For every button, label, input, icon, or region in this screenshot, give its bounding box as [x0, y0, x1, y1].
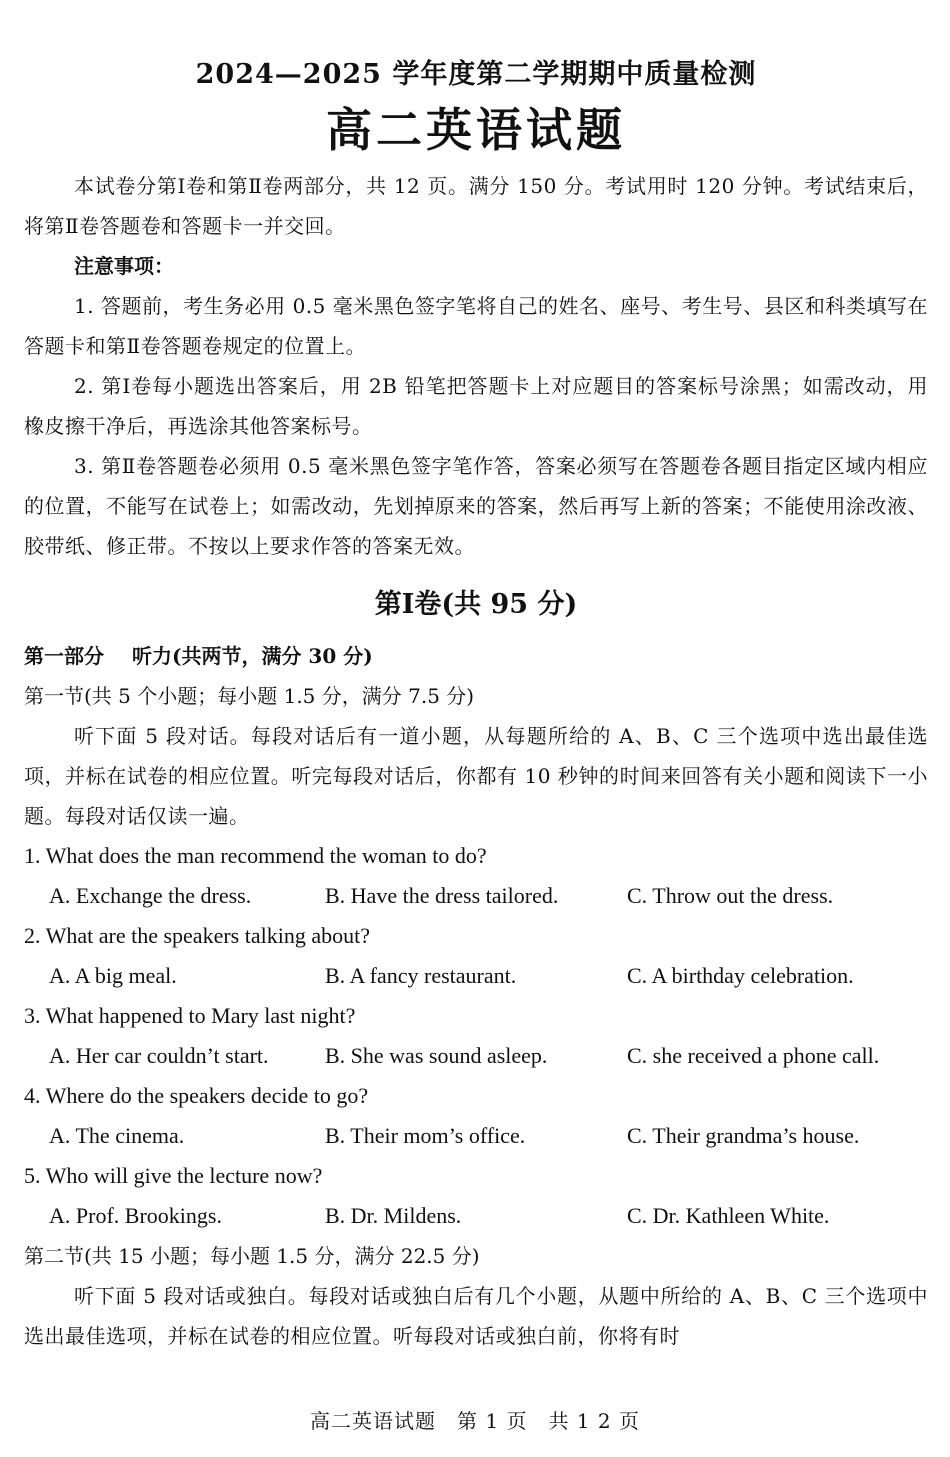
part-1-title	[24, 636, 928, 676]
question-4-option-a: A. The cinema.	[49, 1123, 185, 1148]
page-footer: 高二英语试题 第 1 页 共 1 2 页	[310, 1409, 640, 1433]
question-1-stem: 1. What does the man recommend the woman to do?	[24, 843, 487, 868]
part-1-heading: 听力(共两节，满分 30 分)	[132, 644, 373, 668]
question-4-option-c: C. Their grandma’s house.	[627, 1123, 860, 1148]
question-1-option-b: B. Have the dress tailored.	[325, 883, 559, 908]
exam-intro: 本试卷分第Ⅰ卷和第Ⅱ卷两部分，共 12 页。满分 150 分。考试用时 120 分钟。考试结束后，将第Ⅱ卷答题卷和答题卡一并交回。	[24, 174, 928, 238]
section-1-instructions: 听下面 5 段对话。每段对话后有一道小题，从每题所给的 A、B、C 三个选项中选出最佳选项，并标在试卷的相应位置。听完每段对话后，你都有 10 秒钟的时间来回答有关小题和阅读下一小题。每段对话仅读一遍。	[24, 724, 928, 828]
notice-item-2: 2. 第Ⅰ卷每小题选出答案后，用 2B 铅笔把答题卡上对应题目的答案标号涂黑；如需改动，用橡皮擦干净后，再选涂其他答案标号。	[24, 374, 928, 438]
question-5-option-b: B. Dr. Mildens.	[325, 1203, 462, 1228]
question-4-stem: 4. Where do the speakers decide to go?	[24, 1083, 369, 1108]
volume-1-title: 第Ⅰ卷(共 95 分)	[374, 589, 578, 620]
notice-heading: 注意事项：	[74, 254, 174, 278]
question-list	[24, 836, 928, 1236]
question-2-option-c: C. A birthday celebration.	[627, 963, 854, 988]
exam-title: 2024—2025 学年度第二学期期中质量检测	[195, 59, 757, 90]
section-2-instructions: 听下面 5 段对话或独白。每段对话或独白后有几个小题，从题中所给的 A、B、C 三个选项中选出最佳选项，并标在试卷的相应位置。听每段对话或独白前，你将有时	[24, 1284, 928, 1348]
question-2-options	[24, 956, 928, 996]
notice-item-1: 1. 答题前，考生务必用 0.5 毫米黑色签字笔将自己的姓名、座号、考生号、县区和科类填写在答题卡和第Ⅱ卷答题卷规定的位置上。	[24, 294, 928, 358]
question-5-option-c: C. Dr. Kathleen White.	[627, 1203, 830, 1228]
section-2-title: 第二节(共 15 小题；每小题 1.5 分，满分 22.5 分)	[24, 1244, 480, 1268]
notice-item-3: 3. 第Ⅱ卷答题卷必须用 0.5 毫米黑色签字笔作答，答案必须写在答题卷各题目指定区域内相应的位置，不能写在试卷上；如需改动，先划掉原来的答案，然后再写上新的答案；不能使用涂改液、胶带纸、修正带。不按以上要求作答的答案无效。	[24, 454, 928, 558]
question-5-option-a: A. Prof. Brookings.	[49, 1203, 222, 1228]
question-4-option-b: B. Their mom’s office.	[325, 1123, 526, 1148]
subject-title: 高二英语试题	[326, 103, 626, 157]
question-1-option-c: C. Throw out the dress.	[627, 883, 834, 908]
question-3-stem: 3. What happened to Mary last night?	[24, 1003, 356, 1028]
question-3-options	[24, 1036, 928, 1076]
question-2-option-a: A. A big meal.	[49, 963, 177, 988]
question-2-stem: 2. What are the speakers talking about?	[24, 923, 370, 948]
question-1-options	[24, 876, 928, 916]
question-4-options	[24, 1116, 928, 1156]
question-5-stem: 5. Who will give the lecture now?	[24, 1163, 323, 1188]
question-3-option-c: C. she received a phone call.	[627, 1043, 880, 1068]
question-2-option-b: B. A fancy restaurant.	[325, 963, 517, 988]
question-3-option-b: B. She was sound asleep.	[325, 1043, 548, 1068]
question-3-option-a: A. Her car couldn’t start.	[49, 1043, 269, 1068]
question-1-option-a: A. Exchange the dress.	[49, 883, 252, 908]
part-1-label: 第一部分	[24, 644, 104, 668]
question-5-options	[24, 1196, 928, 1236]
section-1-title: 第一节(共 5 个小题；每小题 1.5 分，满分 7.5 分)	[24, 684, 475, 708]
